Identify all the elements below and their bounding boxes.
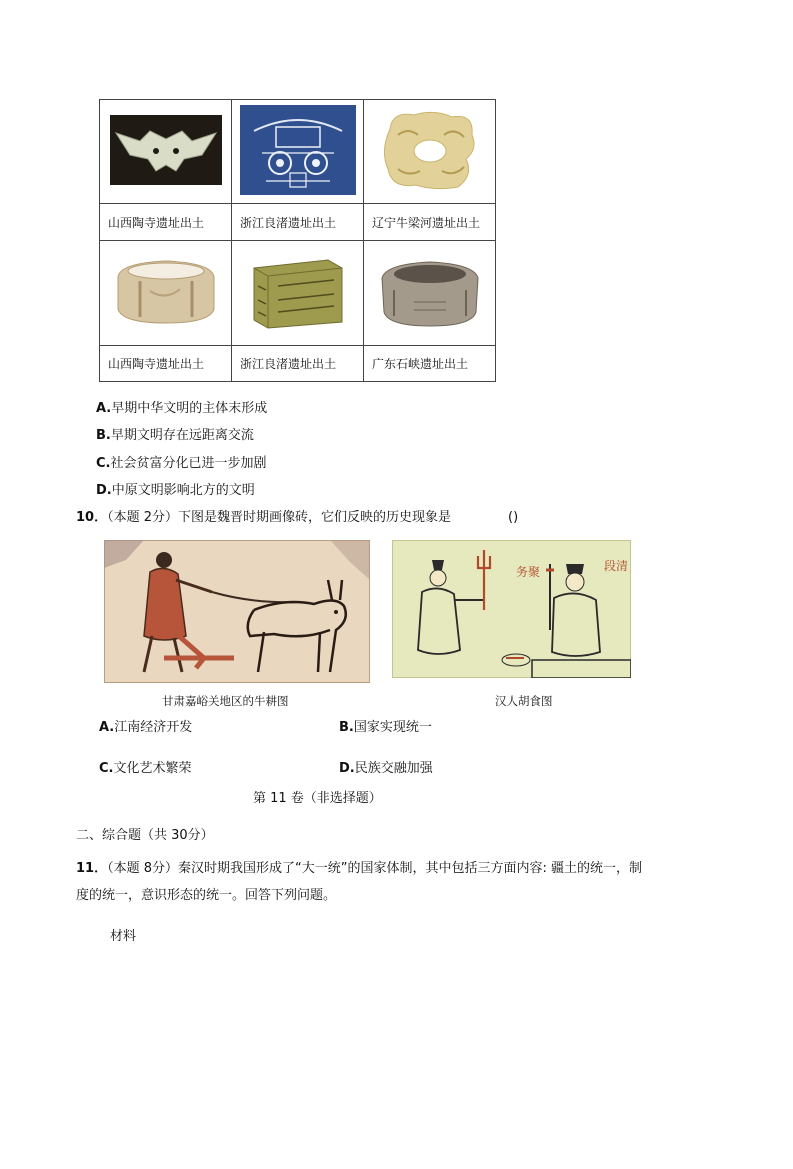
jade-taotie-image <box>240 105 356 195</box>
q10-option-b: B.国家实现统一 <box>339 720 432 735</box>
artifact-image-cell <box>364 241 496 346</box>
artifacts-table <box>99 99 496 382</box>
right-painting-caption: 汉人胡食图 <box>495 694 553 708</box>
jade-cong-liangzhu-image <box>242 250 354 332</box>
jade-cong-image <box>110 251 222 331</box>
q10-answer-paren: () <box>508 510 519 525</box>
artifact-caption: 浙江良渚遗址出土 <box>232 204 364 241</box>
artifact-caption: 辽宁牛梁河遗址出土 <box>364 204 496 241</box>
artifact-image-cell <box>232 100 364 204</box>
jade-mask-image <box>110 115 222 185</box>
q11-stem-line-1: 11．（本题 8分）秦汉时期我国形成了“大一统”的国家体制，其中包括三方面内容: 疆土的统一，制 <box>76 861 642 876</box>
volume-heading: 第 11 卷（非选择题） <box>253 791 382 806</box>
artifact-image-cell <box>100 100 232 204</box>
q10-option-d: D.民族交融加强 <box>339 761 433 776</box>
material-label: 材料 <box>110 929 137 944</box>
artifact-caption: 山西陶寺遗址出土 <box>100 204 232 241</box>
q11-stem-line-2: 度的统一，意识形态的统一。回答下列问题。 <box>76 888 337 903</box>
inscription-duan-qing: 段清 <box>604 559 629 573</box>
section-heading: 二、综合题（共 30分） <box>76 828 214 843</box>
stone-cong-image <box>374 250 486 332</box>
jade-dragon-image <box>374 105 486 195</box>
artifact-caption: 广东石峡遗址出土 <box>364 346 496 382</box>
q9-option-a: A.早期中华文明的主体末形成 <box>96 401 268 416</box>
q9-option-c: C.社会贫富分化已进一步加剧 <box>96 456 267 471</box>
left-painting-caption: 甘肃嘉峪关地区的牛耕图 <box>162 694 289 708</box>
q10-option-a: A.江南经济开发 <box>99 720 193 735</box>
han-hu-food-painting <box>392 540 631 678</box>
q9-option-b: B.早期文明存在远距离交流 <box>96 428 254 443</box>
q10-stem: 10．（本题 2分）下图是魏晋时期画像砖，它们反映的历史现象是 <box>76 510 452 525</box>
artifact-caption: 山西陶寺遗址出土 <box>100 346 232 382</box>
artifact-image-cell <box>364 100 496 204</box>
artifact-image-cell <box>100 241 232 346</box>
artifact-caption: 浙江良渚遗址出土 <box>232 346 364 382</box>
ox-plough-painting <box>104 540 370 683</box>
artifact-image-cell <box>232 241 364 346</box>
q10-option-c: C.文化艺术繁荣 <box>99 761 192 776</box>
q9-option-d: D.中原文明影响北方的文明 <box>96 483 255 498</box>
inscription-wu-ju: 务聚 <box>516 565 541 579</box>
